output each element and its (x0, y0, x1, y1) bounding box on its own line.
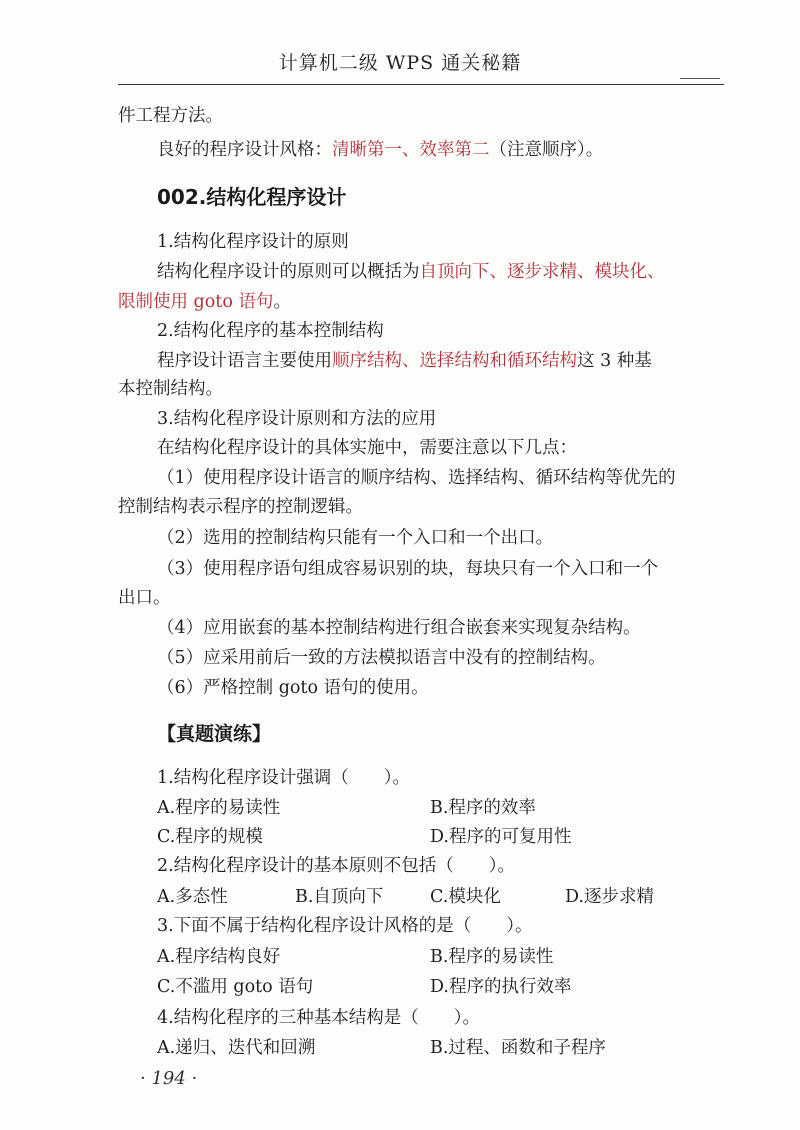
exercise-title: 【真题演练】 (157, 723, 272, 745)
list-item-1-a: （1）使用程序设计语言的顺序结构、选择结构、循环结构等优先的 (157, 468, 676, 488)
question-1-option-a: A.程序的易读性 (157, 798, 281, 818)
principle-line-1 (157, 259, 665, 285)
intro-line-2-highlight: 清晰第一、效率第二 (332, 140, 490, 160)
question-1-option-d: D.程序的可复用性 (430, 827, 572, 847)
intro-line-2-suffix: （注意顺序）。 (489, 140, 604, 160)
list-item-1-b: 控制结构表示程序的控制逻辑。 (118, 497, 363, 517)
intro-line-2-prefix: 良好的程序设计风格： (157, 140, 332, 160)
subheading-3: 3.结构化程序设计原则和方法的应用 (157, 409, 437, 429)
question-3-stem: 3.下面不属于结构化程序设计风格的是（ ）。 (157, 916, 533, 936)
control-line-1 (157, 348, 652, 374)
question-2-option-d: D.逐步求精 (565, 887, 654, 907)
list-item-3-a: （3）使用程序语句组成容易识别的块，每块只有一个入口和一个 (157, 559, 659, 579)
question-3-option-b: B.程序的易读性 (430, 947, 554, 967)
principle-line-2-highlight: 限制使用 goto 语句 (118, 292, 274, 312)
list-item-3-b: 出口。 (118, 588, 171, 608)
question-3-option-c: C.不滥用 goto 语句 (157, 977, 314, 997)
control-suffix: 这 3 种基 (577, 351, 652, 371)
subheading-1: 1.结构化程序设计的原则 (157, 232, 349, 252)
list-item-2: （2）选用的控制结构只能有一个入口和一个出口。 (157, 528, 554, 548)
question-2-option-a: A.多态性 (157, 887, 228, 907)
page-number: · 194 · (140, 1068, 198, 1089)
principle-line-2 (118, 289, 291, 315)
question-2-stem: 2.结构化程序设计的基本原则不包括（ ）。 (157, 856, 515, 876)
section-title: 002.结构化程序设计 (157, 185, 347, 209)
application-intro: 在结构化程序设计的具体实施中，需要注意以下几点： (157, 438, 577, 458)
principle-prefix: 结构化程序设计的原则可以概括为 (157, 262, 420, 282)
list-item-6: （6）严格控制 goto 语句的使用。 (157, 678, 429, 698)
intro-line-2 (157, 137, 603, 163)
question-4-option-a: A.递归、迭代和回溯 (157, 1038, 316, 1058)
intro-line-1: 件工程方法。 (118, 106, 223, 126)
question-3-option-d: D.程序的执行效率 (430, 977, 572, 997)
question-2-option-b: B.自顶向下 (295, 887, 384, 907)
question-1-option-b: B.程序的效率 (430, 798, 536, 818)
control-prefix: 程序设计语言主要使用 (157, 351, 332, 371)
subheading-2: 2.结构化程序的基本控制结构 (157, 321, 384, 341)
header-rule-accent (680, 78, 720, 79)
principle-line-2-suffix: 。 (273, 292, 291, 312)
header-rule (118, 84, 724, 85)
question-1-stem: 1.结构化程序设计强调（ ）。 (157, 768, 410, 788)
question-4-option-b: B.过程、函数和子程序 (430, 1038, 606, 1058)
running-header: 计算机二级 WPS 通关秘籍 (278, 52, 522, 74)
question-1-option-c: C.程序的规模 (157, 827, 263, 847)
control-line-2: 本控制结构。 (118, 379, 223, 399)
question-2-option-c: C.模块化 (430, 887, 501, 907)
question-4-stem: 4.结构化程序的三种基本结构是（ ）。 (157, 1008, 480, 1028)
question-3-option-a: A.程序结构良好 (157, 947, 281, 967)
list-item-5: （5）应采用前后一致的方法模拟语言中没有的控制结构。 (157, 648, 606, 668)
control-highlight: 顺序结构、选择结构和循环结构 (332, 351, 577, 371)
principle-highlight: 自顶向下、逐步求精、模块化、 (419, 262, 665, 282)
list-item-4: （4）应用嵌套的基本控制结构进行组合嵌套来实现复杂结构。 (157, 618, 641, 638)
